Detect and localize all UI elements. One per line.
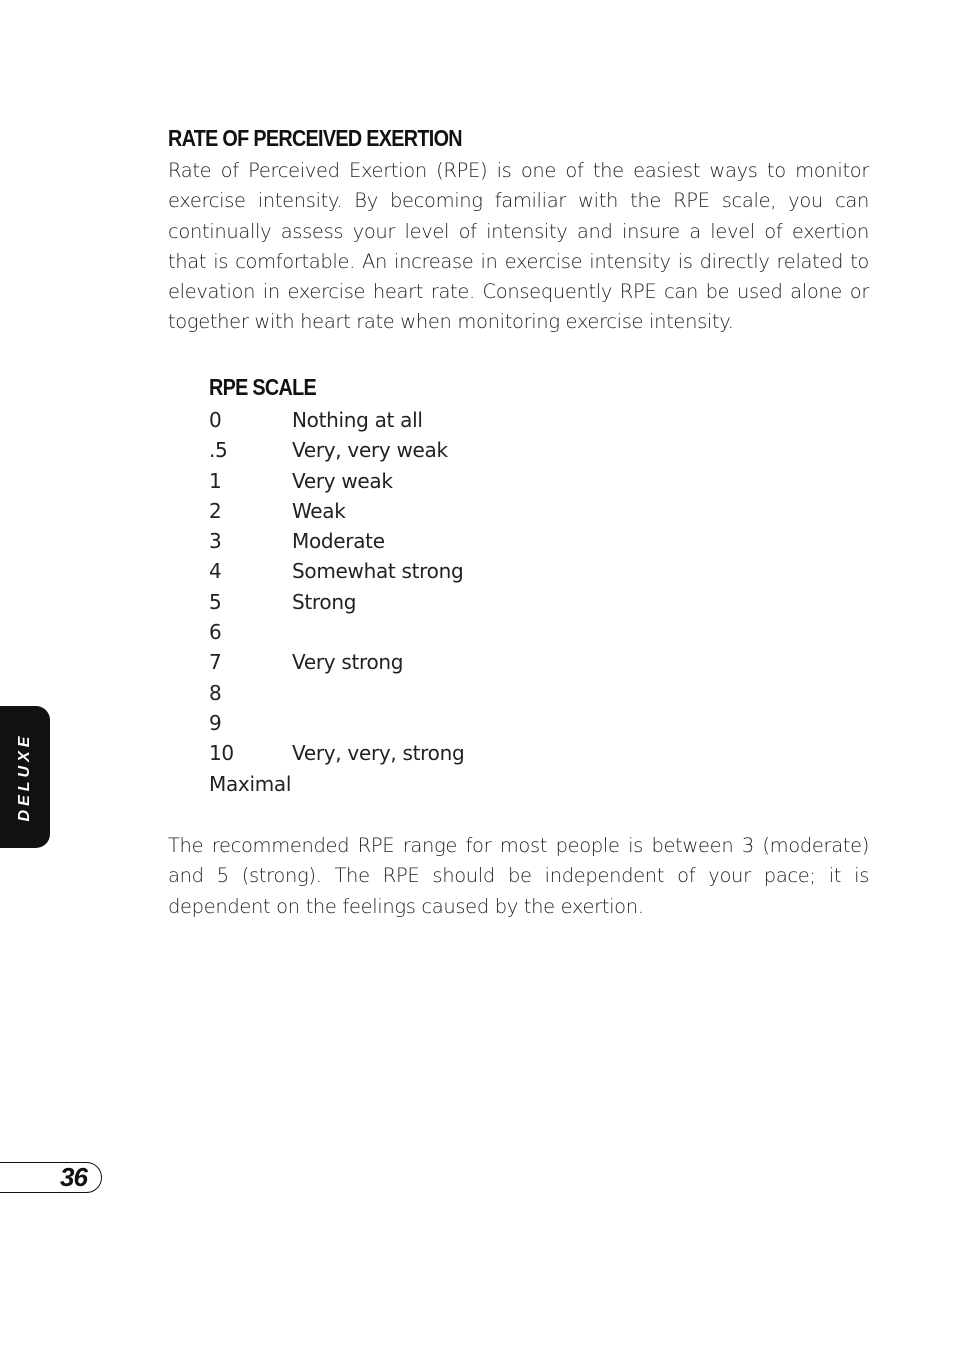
rpe-scale [209,371,609,799]
scale-row [209,617,609,647]
scale-row [209,526,609,556]
scale-row [209,435,609,465]
scale-value: 6 [209,620,222,645]
scale-value: 2 [209,498,222,523]
scale-label: Moderate [292,529,385,554]
scale-value: 1 [209,468,222,493]
scale-row [209,647,609,677]
scale-label: Somewhat strong [292,559,464,584]
scale-value: 4 [209,559,222,584]
side-tab [0,706,50,848]
section-heading: RATE OF PERCEIVED EXERTION [168,125,462,151]
rpe-scale-title: RPE SCALE [209,374,317,400]
rpe-section [168,122,869,338]
scale-value: 3 [209,529,222,554]
scale-row [209,708,609,738]
scale-value: 5 [209,589,222,614]
closing-section [168,829,869,922]
rpe-scale-list [209,405,609,769]
scale-value: 0 [209,408,222,432]
scale-value: 7 [209,650,222,675]
scale-value: .5 [209,438,228,463]
scale-label: Very strong [292,650,404,675]
scale-row [209,678,609,708]
scale-maximal-label: Maximal [209,771,292,796]
side-tab-label: DELUXE [16,732,33,822]
scale-label: Very, very, strong [292,741,465,766]
scale-value: 8 [209,680,222,705]
scale-value: 10 [209,741,234,766]
scale-row [209,496,609,526]
scale-label: Weak [292,498,346,523]
scale-row [209,587,609,617]
scale-row [209,556,609,586]
scale-label [292,678,609,708]
scale-label: Very, very weak [292,438,448,463]
scale-label: Very weak [292,468,393,493]
scale-label [292,708,609,738]
section-paragraph: Rate of Perceived Exertion (RPE) is one of the easiest ways to monitor exercise intensity. By becoming familiar with the RPE scale, you can continually assess your level of intensity and insure a level of exertion that is comfortable. An increase in exercise intensity is directly related to elevation in exercise heart rate. Consequently RPE can be used alone or together with heart rate when monitoring exercise intensity. [168,159,869,334]
scale-row [209,738,609,768]
scale-row [209,466,609,496]
scale-row [209,405,609,435]
closing-paragraph: The recommended RPE range for most people is between 3 (moderate) and 5 (strong). The RPE should be independent of your pace; it is dependent on the feelings caused by the exertion. [168,834,869,918]
page-number: 36 [60,1162,87,1192]
scale-label [292,617,609,647]
scale-label: Strong [292,589,357,614]
scale-label: Nothing at all [292,408,423,432]
scale-value: 9 [209,710,222,735]
